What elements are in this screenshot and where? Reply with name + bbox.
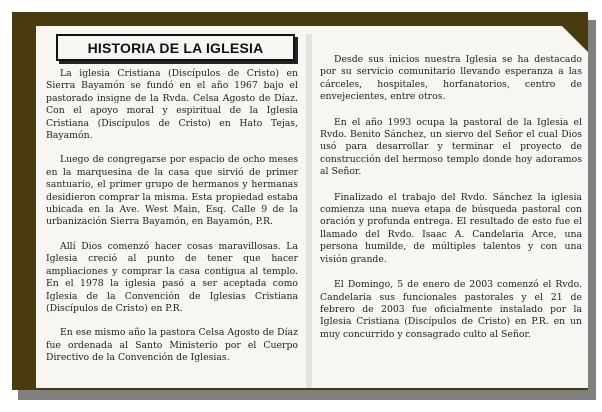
left-column: [46, 68, 298, 377]
document-page: [36, 26, 588, 388]
title-box: [56, 34, 295, 61]
paragraph-growth: Allí Dios comenzó hacer cosas maravillosas. La Iglesia creció al punto de tener que hacer ampliaciones y comprar la casa contigua al templo. En el 1978 la iglesia pasó a ser aceptada como Iglesia de la Convención de Iglesias Cristiana (Discípulos de Cristo) en P.R.: [46, 240, 298, 314]
page-corner-fold: [548, 12, 588, 52]
column-divider: [306, 34, 312, 388]
paragraph-ordination: En ese mismo año la pastora Celsa Agosto de Díaz fue ordenada al Santo Ministerio por el Cuerpo Directivo de la Convención de Iglesias.: [46, 327, 298, 364]
paragraph-community-service: Desde sus inicios nuestra Iglesia se ha destacado por su servicio comunitario llevando esperanza a las cárceles, hospitales, horfanatorios, centro de envejecientes, entre otros.: [320, 54, 582, 103]
paragraph-installation: El Domingo, 5 de enero de 2003 comenzó el Rvdo. Candelaria sus funcionales pastorales y el 21 de febrero de 2003 fue oficialmente instalado por la Iglesia Cristiana (Discípulos de Cristo) en P.R. en un muy concurrido y consagrado culto al Señor.: [320, 279, 582, 340]
right-column: [320, 54, 582, 358]
paragraph-1993-pastor: En el año 1993 ocupa la pastoral de la Iglesia el Rvdo. Benito Sánchez, un siervo del Señor el cual Dios usó para desarrollar y terminar el proyecto de construcción del hermoso templo donde hoy adoramos al Señor.: [320, 116, 582, 178]
page-title: HISTORIA DE LA IGLESIA: [87, 39, 264, 56]
picture-frame: [12, 12, 588, 390]
paragraph-founding: La iglesia Cristiana (Discípulos de Cristo) en Sierra Bayamón se fundó en el año 1967 bajo el pastorado insigne de la Rvda. Celsa Agosto de Díaz. Con el apoyo moral y espiritual de la Iglesia Cristiana (Discípulos de Cristo) en Hato Tejas, Bayamón.: [46, 68, 298, 142]
paragraph-new-pastor: Finalizado el trabajo del Rvdo. Sánchez la iglesia comienza una nueva etapa de búsqueda pastoral con oración y profunda entrega. El resultado de esto fue el llamado del Rvdo. Isaac A. Candelaria Arce, una persona humilde, de múltiples talentos y con una visión grande.: [320, 191, 582, 265]
paragraph-first-sanctuary: Luego de congregarse por espacio de ocho meses en la marquesina de la casa que sirvió de primer santuario, el primer grupo de hermanos y hermanas desidieron comprar la misma. Esta propiedad estaba ubicada en la Ave. West Main, Esq. Calle 9 de la urbanización Sierra Bayamón, en Bayamón, P.R.: [46, 154, 298, 228]
